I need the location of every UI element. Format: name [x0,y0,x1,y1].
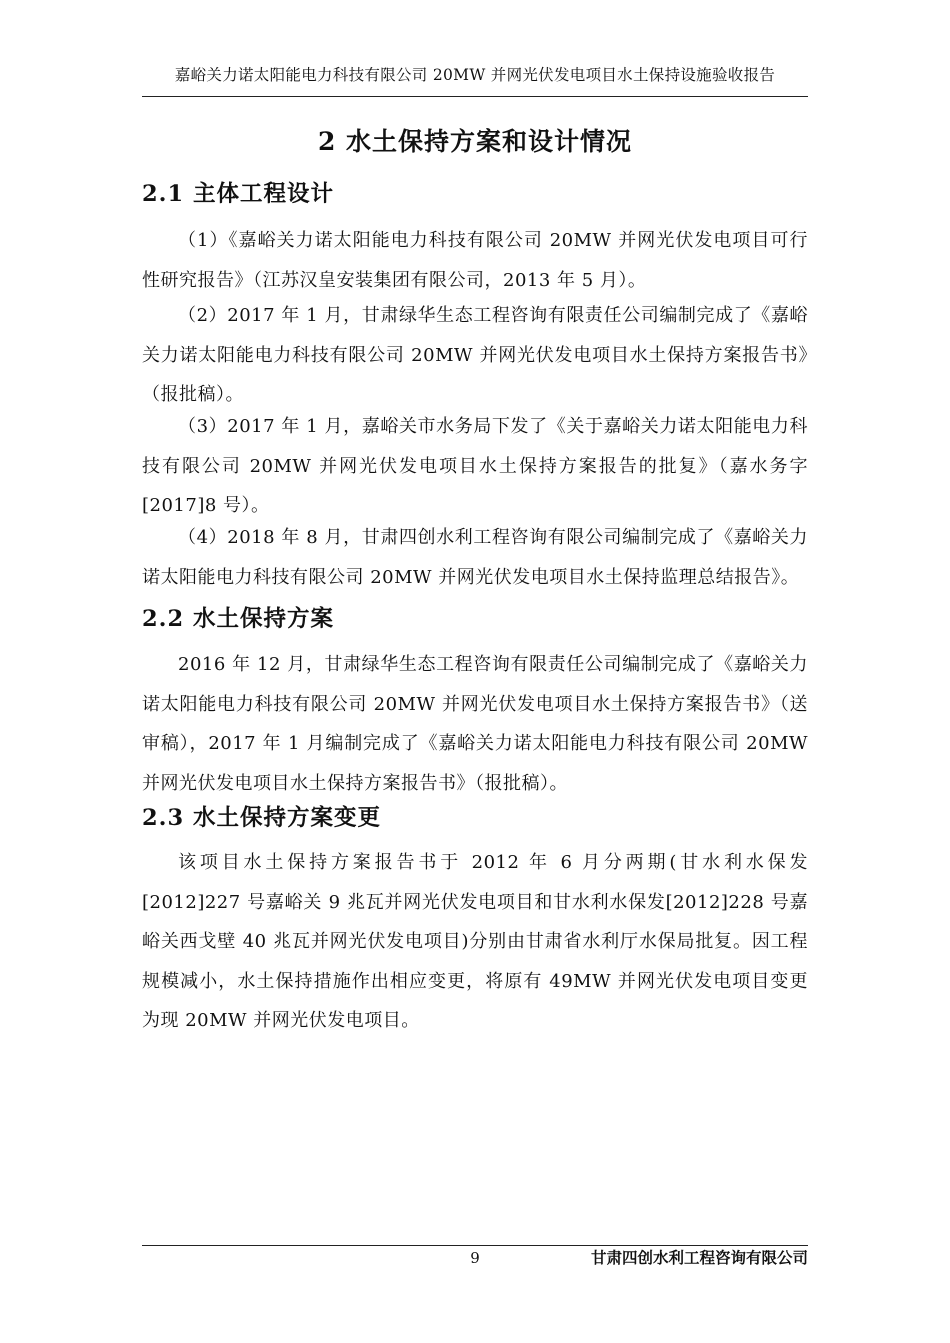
running-header: 嘉峪关力诺太阳能电力科技有限公司 20MW 并网光伏发电项目水土保持设施验收报告 [142,62,808,97]
paragraph: （4）2018 年 8 月，甘肃四创水利工程咨询有限公司编制完成了《嘉峪关力诺太阳能电力科技有限公司 20MW 并网光伏发电项目水土保持监理总结报告》。 [142,527,808,588]
section-title-2-1: 2.1 主体工程设计 [142,181,334,207]
paragraph: 2016 年 12 月，甘肃绿华生态工程咨询有限责任公司编制完成了《嘉峪关力诺太阳能电力科技有限公司 20MW 并网光伏发电项目水土保持方案报告书》（送审稿），2017 年 1 月编制完成了《嘉峪关力诺太阳能电力科技有限公司 20MW 并网光伏发电项目水土保持方案报告书》（报批稿）。 [142,654,808,794]
chapter-title: 2 水土保持方案和设计情况 [317,127,633,156]
paragraph: （3）2017 年 1 月，嘉峪关市水务局下发了《关于嘉峪关力诺太阳能电力科技有限公司 20MW 并网光伏发电项目水土保持方案报告的批复》（嘉水务字[2017]8 号）。 [142,416,808,516]
page-footer [142,1245,808,1276]
paragraph: （2）2017 年 1 月，甘肃绿华生态工程咨询有限责任公司编制完成了《嘉峪关力诺太阳能电力科技有限公司 20MW 并网光伏发电项目水土保持方案报告书》（报批稿）。 [142,305,808,405]
paragraph: （1）《嘉峪关力诺太阳能电力科技有限公司 20MW 并网光伏发电项目可行性研究报告》（江苏汉皇安装集团有限公司，2013 年 5 月）。 [142,230,808,291]
page-number: 9 [470,1249,480,1267]
paragraph: 该项目水土保持方案报告书于 2012 年 6 月分两期(甘水利水保发[2012]227 号嘉峪关 9 兆瓦并网光伏发电项目和甘水利水保发[2012]228 号嘉峪关西戈壁 40 兆瓦并网光伏发电项目)分别由甘肃省水利厅水保局批复。因工程规模减小，水土保持措施作出相应变更，将原有 49MW 并网光伏发电项目变更为现 20MW 并网光伏发电项目。 [142,852,808,1031]
section-title-2-3: 2.3 水土保持方案变更 [142,805,381,831]
section-title-2-2: 2.2 水土保持方案 [142,606,334,632]
footer-company: 甘肃四创水利工程咨询有限公司 [590,1248,808,1267]
